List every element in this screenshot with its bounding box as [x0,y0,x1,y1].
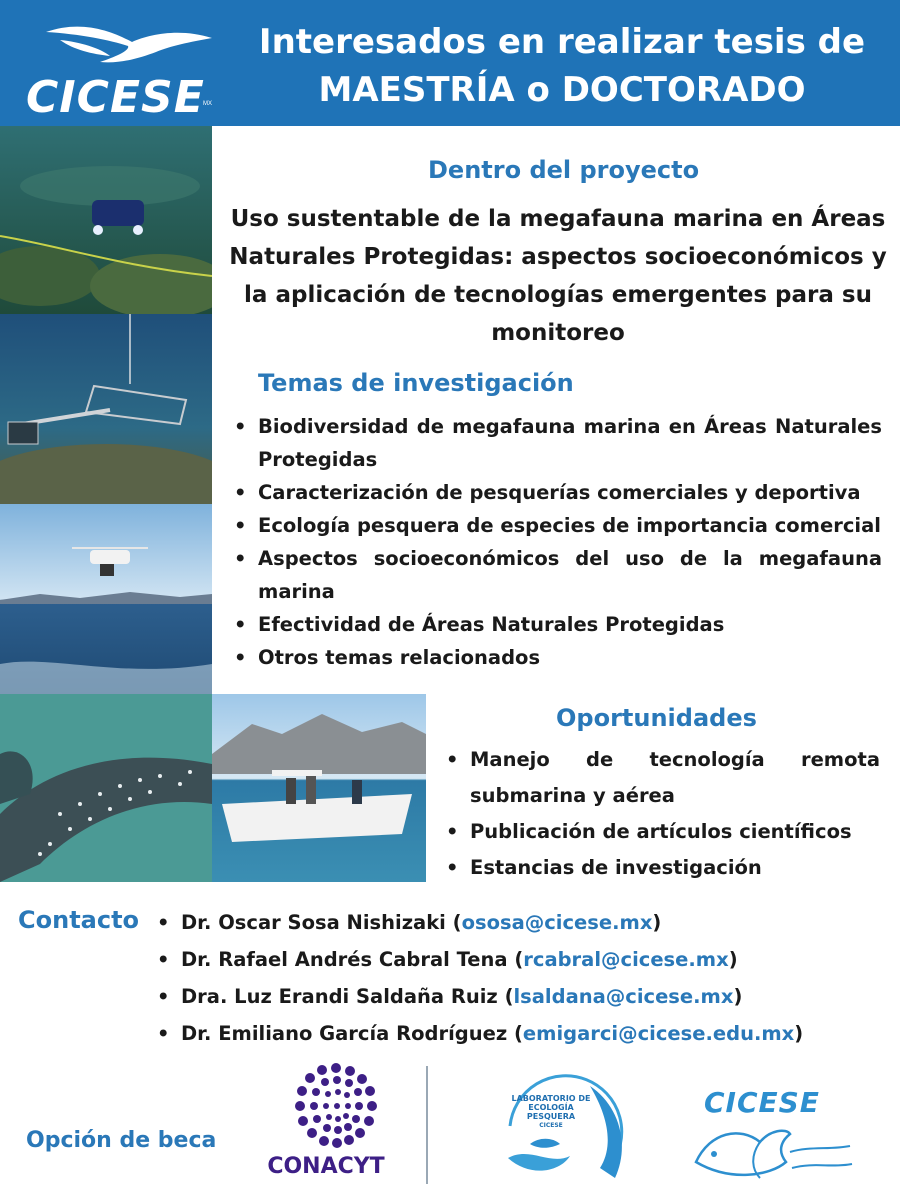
list-item: • Ecología pesquera de especies de importancia comercial [232,509,882,542]
list-item: • Caracterización de pesquerías comerciales y deportiva [232,476,882,509]
cicese-logo-suffix: MX [203,101,212,107]
title-line-2: MAESTRÍA o DOCTORADO [318,70,806,110]
list-item: • Estancias de investigación [444,850,880,886]
opportunities-heading: Oportunidades [556,704,757,732]
pelican-logo-icon [40,12,220,72]
photo-underwater-rov [0,126,212,314]
lab-label [496,1094,606,1130]
list-item: • Manejo de tecnología remota submarina y aérea [444,742,880,814]
contact-email[interactable]: emigarci@cicese.edu.mx [522,1022,795,1045]
lab-ecologia-logo [490,1066,650,1192]
contact-item: • Dr. Emiliano García Rodríguez (emigarci@cicese.edu.mx) [155,1015,895,1052]
contact-name: Dr. Rafael Andrés Cabral Tena [181,948,508,971]
list-item: • Efectividad de Áreas Naturales Protegidas [232,608,882,641]
contact-email[interactable]: rcabral@cicese.mx [523,948,729,971]
fish-icon [690,1112,860,1192]
photo-boat-fishers [212,694,426,882]
photo-whale-shark [0,694,212,882]
logo-divider [426,1066,428,1184]
photo-underwater-frame [0,314,212,504]
opportunities-list [444,742,880,886]
lab-label-line-1: LABORATORIO DE ECOLOGÍA [511,1094,591,1112]
contact-email[interactable]: ososa@cicese.mx [461,911,653,934]
photo-drone-sea [0,504,212,694]
cicese-header-logo [18,8,218,123]
contact-email[interactable]: lsaldana@cicese.mx [513,985,734,1008]
scholarship-label: Opción de beca [26,1128,217,1153]
cicese-footer-logo [690,1078,860,1188]
cicese-logo-text: CICESE [26,72,205,123]
list-item: • Otros temas relacionados [232,641,882,674]
list-item: • Publicación de artículos científicos [444,814,880,850]
contact-item: • Dr. Rafael Andrés Cabral Tena (rcabral@cicese.mx) [155,941,895,978]
list-item: • Aspectos socioeconómicos del uso de la megafauna marina [232,542,882,608]
cicese-footer-label: CICESE [704,1086,820,1119]
contact-name: Dr. Emiliano García Rodríguez [181,1022,508,1045]
lab-label-line-3: CICESE [539,1122,563,1129]
contact-name: Dr. Oscar Sosa Nishizaki [181,911,446,934]
project-name: Uso sustentable de la megafauna marina en Áreas Naturales Protegidas: aspectos socioeconómicos y la aplicación de tecnologías emergentes para su monitoreo [229,206,887,346]
header-banner [0,0,900,126]
contact-item: • Dr. Oscar Sosa Nishizaki (ososa@cicese.mx) [155,904,895,941]
conacyt-logo [267,1062,400,1192]
contact-list [155,904,895,1052]
topics-list [232,410,882,674]
contact-item: • Dra. Luz Erandi Saldaña Ruiz (lsaldana@cicese.mx) [155,978,895,1015]
project-heading: Dentro del proyecto [428,156,700,184]
conacyt-dots-icon [270,1062,400,1158]
lab-label-line-2: PESQUERA [526,1112,576,1121]
list-item: • Biodiversidad de megafauna marina en Áreas Naturales Protegidas [232,410,882,476]
title-line-1: Interesados en realizar tesis de [258,22,866,62]
page-title [232,18,892,114]
topics-heading: Temas de investigación [258,369,574,397]
contact-name: Dra. Luz Erandi Saldaña Ruiz [181,985,498,1008]
contact-heading: Contacto [18,906,140,934]
conacyt-label: CONACYT [267,1154,385,1179]
